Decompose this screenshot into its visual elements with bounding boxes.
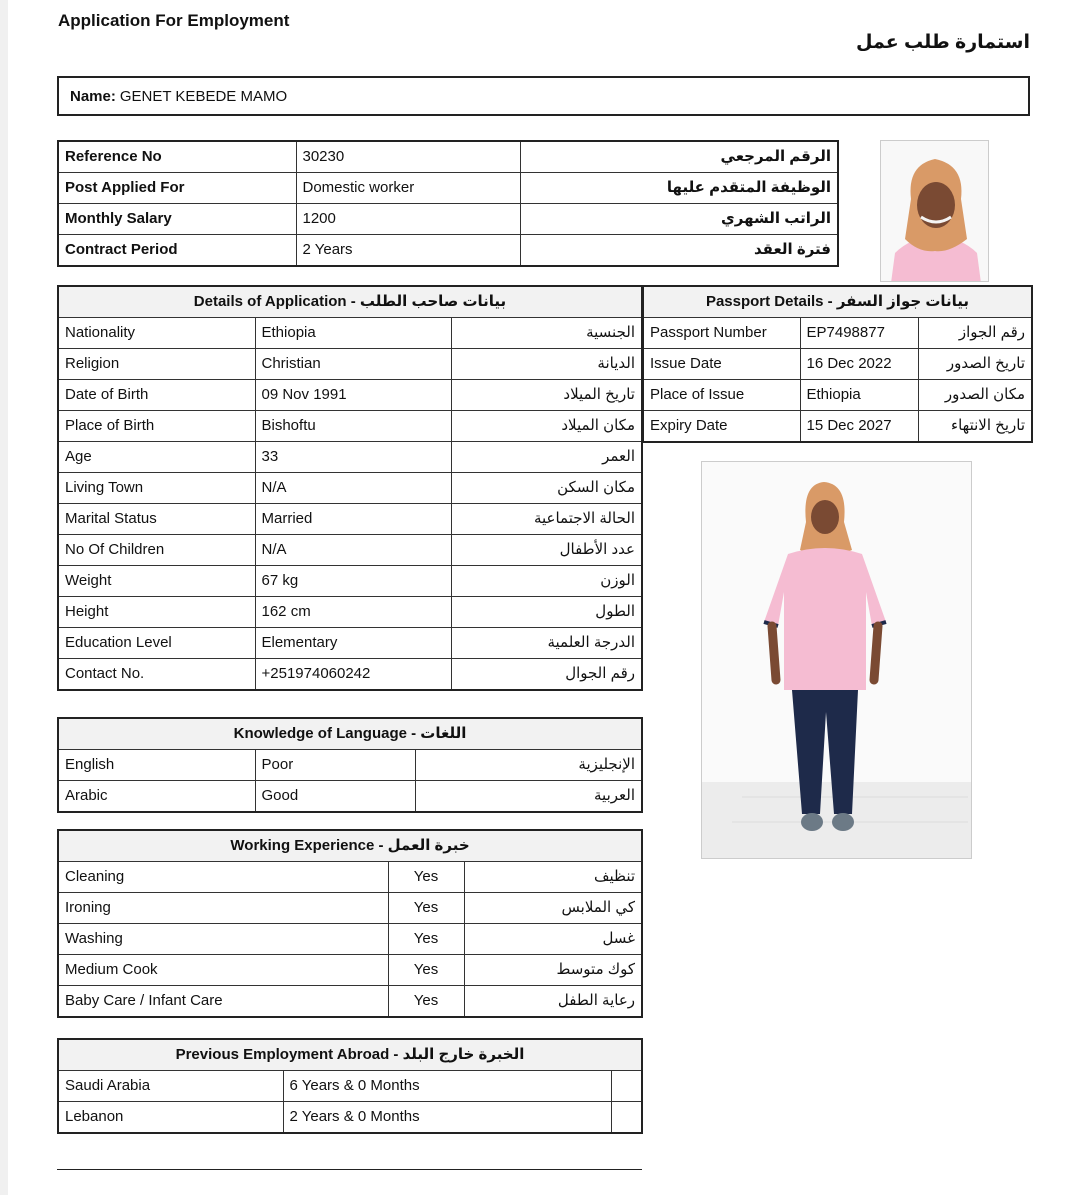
table-row	[58, 380, 642, 411]
row-label: Expiry Date	[643, 411, 800, 443]
row-value: Yes	[388, 955, 464, 986]
row-value: 33	[255, 442, 451, 473]
table-row	[58, 349, 642, 380]
summary-label: Post Applied For	[58, 173, 296, 204]
row-value: Poor	[255, 750, 415, 781]
row-label-ar: العمر	[451, 442, 642, 473]
abroad-duration: 2 Years & 0 Months	[283, 1102, 611, 1134]
applicant-name-box	[57, 76, 1030, 116]
table-row	[58, 659, 642, 691]
row-label-ar: مكان الصدور	[918, 380, 1032, 411]
row-label: Weight	[58, 566, 255, 597]
row-label-ar: الدرجة العلمية	[451, 628, 642, 659]
row-value: 67 kg	[255, 566, 451, 597]
table-row	[58, 1071, 642, 1102]
table-row	[58, 141, 838, 173]
summary-value: 30230	[296, 141, 520, 173]
full-body-illustration	[702, 462, 972, 859]
row-label-ar: غسل	[464, 924, 642, 955]
row-label: Age	[58, 442, 255, 473]
form-title-en: Application For Employment	[58, 11, 290, 30]
table-row	[58, 628, 642, 659]
table-row	[58, 504, 642, 535]
row-value: Yes	[388, 862, 464, 893]
employment-abroad-table	[57, 1038, 643, 1134]
row-label: Cleaning	[58, 862, 388, 893]
row-label: Height	[58, 597, 255, 628]
row-label: Passport Number	[643, 318, 800, 349]
row-label-ar: رقم الجوال	[451, 659, 642, 691]
summary-label-ar: الوظيفة المتقدم عليها	[520, 173, 838, 204]
signature-line	[57, 1169, 642, 1170]
row-label: Nationality	[58, 318, 255, 349]
language-header: Knowledge of Language - اللغات	[58, 718, 642, 750]
row-value: Bishoftu	[255, 411, 451, 442]
abroad-extra	[611, 1071, 642, 1102]
row-label-ar: تاريخ الميلاد	[451, 380, 642, 411]
table-row	[58, 442, 642, 473]
row-value: 15 Dec 2027	[800, 411, 918, 443]
table-row	[58, 173, 838, 204]
row-label: Living Town	[58, 473, 255, 504]
row-label-ar: تنظيف	[464, 862, 642, 893]
summary-value: 2 Years	[296, 235, 520, 267]
summary-label-ar: الراتب الشهري	[520, 204, 838, 235]
row-label: Date of Birth	[58, 380, 255, 411]
passport-details-table	[642, 285, 1033, 443]
row-label: Education Level	[58, 628, 255, 659]
application-details-table	[57, 285, 643, 691]
row-label-ar: كوك متوسط	[464, 955, 642, 986]
table-row	[58, 597, 642, 628]
row-label-ar: رعاية الطفل	[464, 986, 642, 1018]
row-value: Yes	[388, 924, 464, 955]
row-value: +251974060242	[255, 659, 451, 691]
row-label: English	[58, 750, 255, 781]
row-label: Washing	[58, 924, 388, 955]
row-value: 162 cm	[255, 597, 451, 628]
row-value: EP7498877	[800, 318, 918, 349]
table-row	[643, 380, 1032, 411]
table-row	[58, 235, 838, 267]
row-label-ar: الإنجليزية	[415, 750, 642, 781]
table-row	[58, 924, 642, 955]
name-value: GENET KEBEDE MAMO	[119, 87, 288, 105]
row-label: No Of Children	[58, 535, 255, 566]
language-table	[57, 717, 643, 813]
row-label: Religion	[58, 349, 255, 380]
row-label-ar: الحالة الاجتماعية	[451, 504, 642, 535]
row-value: Ethiopia	[255, 318, 451, 349]
name-label: Name:	[70, 87, 116, 105]
row-label-ar: العربية	[415, 781, 642, 813]
table-row	[58, 750, 642, 781]
row-label-ar: عدد الأطفال	[451, 535, 642, 566]
summary-label: Reference No	[58, 141, 296, 173]
table-row	[58, 411, 642, 442]
abroad-country: Saudi Arabia	[58, 1071, 283, 1102]
row-label: Issue Date	[643, 349, 800, 380]
experience-header: Working Experience - خبرة العمل	[58, 830, 642, 862]
abroad-duration: 6 Years & 0 Months	[283, 1071, 611, 1102]
table-row	[58, 986, 642, 1018]
table-row	[58, 535, 642, 566]
employment-abroad-header: Previous Employment Abroad - الخبرة خارج البلد	[58, 1039, 642, 1071]
portrait-photo	[880, 140, 989, 282]
row-label-ar: الوزن	[451, 566, 642, 597]
page-margin	[0, 0, 8, 1195]
row-value: Christian	[255, 349, 451, 380]
row-label: Baby Care / Infant Care	[58, 986, 388, 1018]
row-label-ar: تاريخ الصدور	[918, 349, 1032, 380]
row-label: Place of Birth	[58, 411, 255, 442]
row-label-ar: مكان الميلاد	[451, 411, 642, 442]
table-row	[58, 1102, 642, 1134]
row-value: Elementary	[255, 628, 451, 659]
row-label: Marital Status	[58, 504, 255, 535]
row-label-ar: الديانة	[451, 349, 642, 380]
table-row	[58, 318, 642, 349]
row-value: Married	[255, 504, 451, 535]
table-row	[58, 781, 642, 813]
abroad-country: Lebanon	[58, 1102, 283, 1134]
abroad-extra	[611, 1102, 642, 1134]
table-row	[58, 893, 642, 924]
summary-label-ar: فترة العقد	[520, 235, 838, 267]
row-value: Yes	[388, 893, 464, 924]
row-value: Yes	[388, 986, 464, 1018]
row-label: Medium Cook	[58, 955, 388, 986]
row-value: 09 Nov 1991	[255, 380, 451, 411]
table-row	[58, 955, 642, 986]
row-label-ar: كي الملابس	[464, 893, 642, 924]
summary-label: Monthly Salary	[58, 204, 296, 235]
summary-value: 1200	[296, 204, 520, 235]
summary-label: Contract Period	[58, 235, 296, 267]
row-value: Ethiopia	[800, 380, 918, 411]
table-row	[643, 349, 1032, 380]
table-row	[58, 204, 838, 235]
row-value: N/A	[255, 535, 451, 566]
summary-value: Domestic worker	[296, 173, 520, 204]
application-details-header: Details of Application - بيانات صاحب الطلب	[58, 286, 642, 318]
table-row	[643, 411, 1032, 443]
row-value: N/A	[255, 473, 451, 504]
row-value: 16 Dec 2022	[800, 349, 918, 380]
full-body-photo	[701, 461, 972, 859]
row-label-ar: رقم الجواز	[918, 318, 1032, 349]
row-label: Place of Issue	[643, 380, 800, 411]
row-label: Arabic	[58, 781, 255, 813]
row-value: Good	[255, 781, 415, 813]
portrait-illustration	[881, 141, 989, 282]
row-label-ar: تاريخ الانتهاء	[918, 411, 1032, 443]
experience-table	[57, 829, 643, 1018]
table-row	[58, 566, 642, 597]
table-row	[58, 473, 642, 504]
summary-table	[57, 140, 839, 267]
table-row	[58, 862, 642, 893]
row-label: Ironing	[58, 893, 388, 924]
table-row	[643, 318, 1032, 349]
passport-details-header: Passport Details - بيانات جواز السفر	[643, 286, 1032, 318]
row-label-ar: الجنسية	[451, 318, 642, 349]
row-label-ar: مكان السكن	[451, 473, 642, 504]
row-label: Contact No.	[58, 659, 255, 691]
form-title-ar: استمارة طلب عمل	[856, 32, 1030, 53]
row-label-ar: الطول	[451, 597, 642, 628]
summary-label-ar: الرقم المرجعي	[520, 141, 838, 173]
